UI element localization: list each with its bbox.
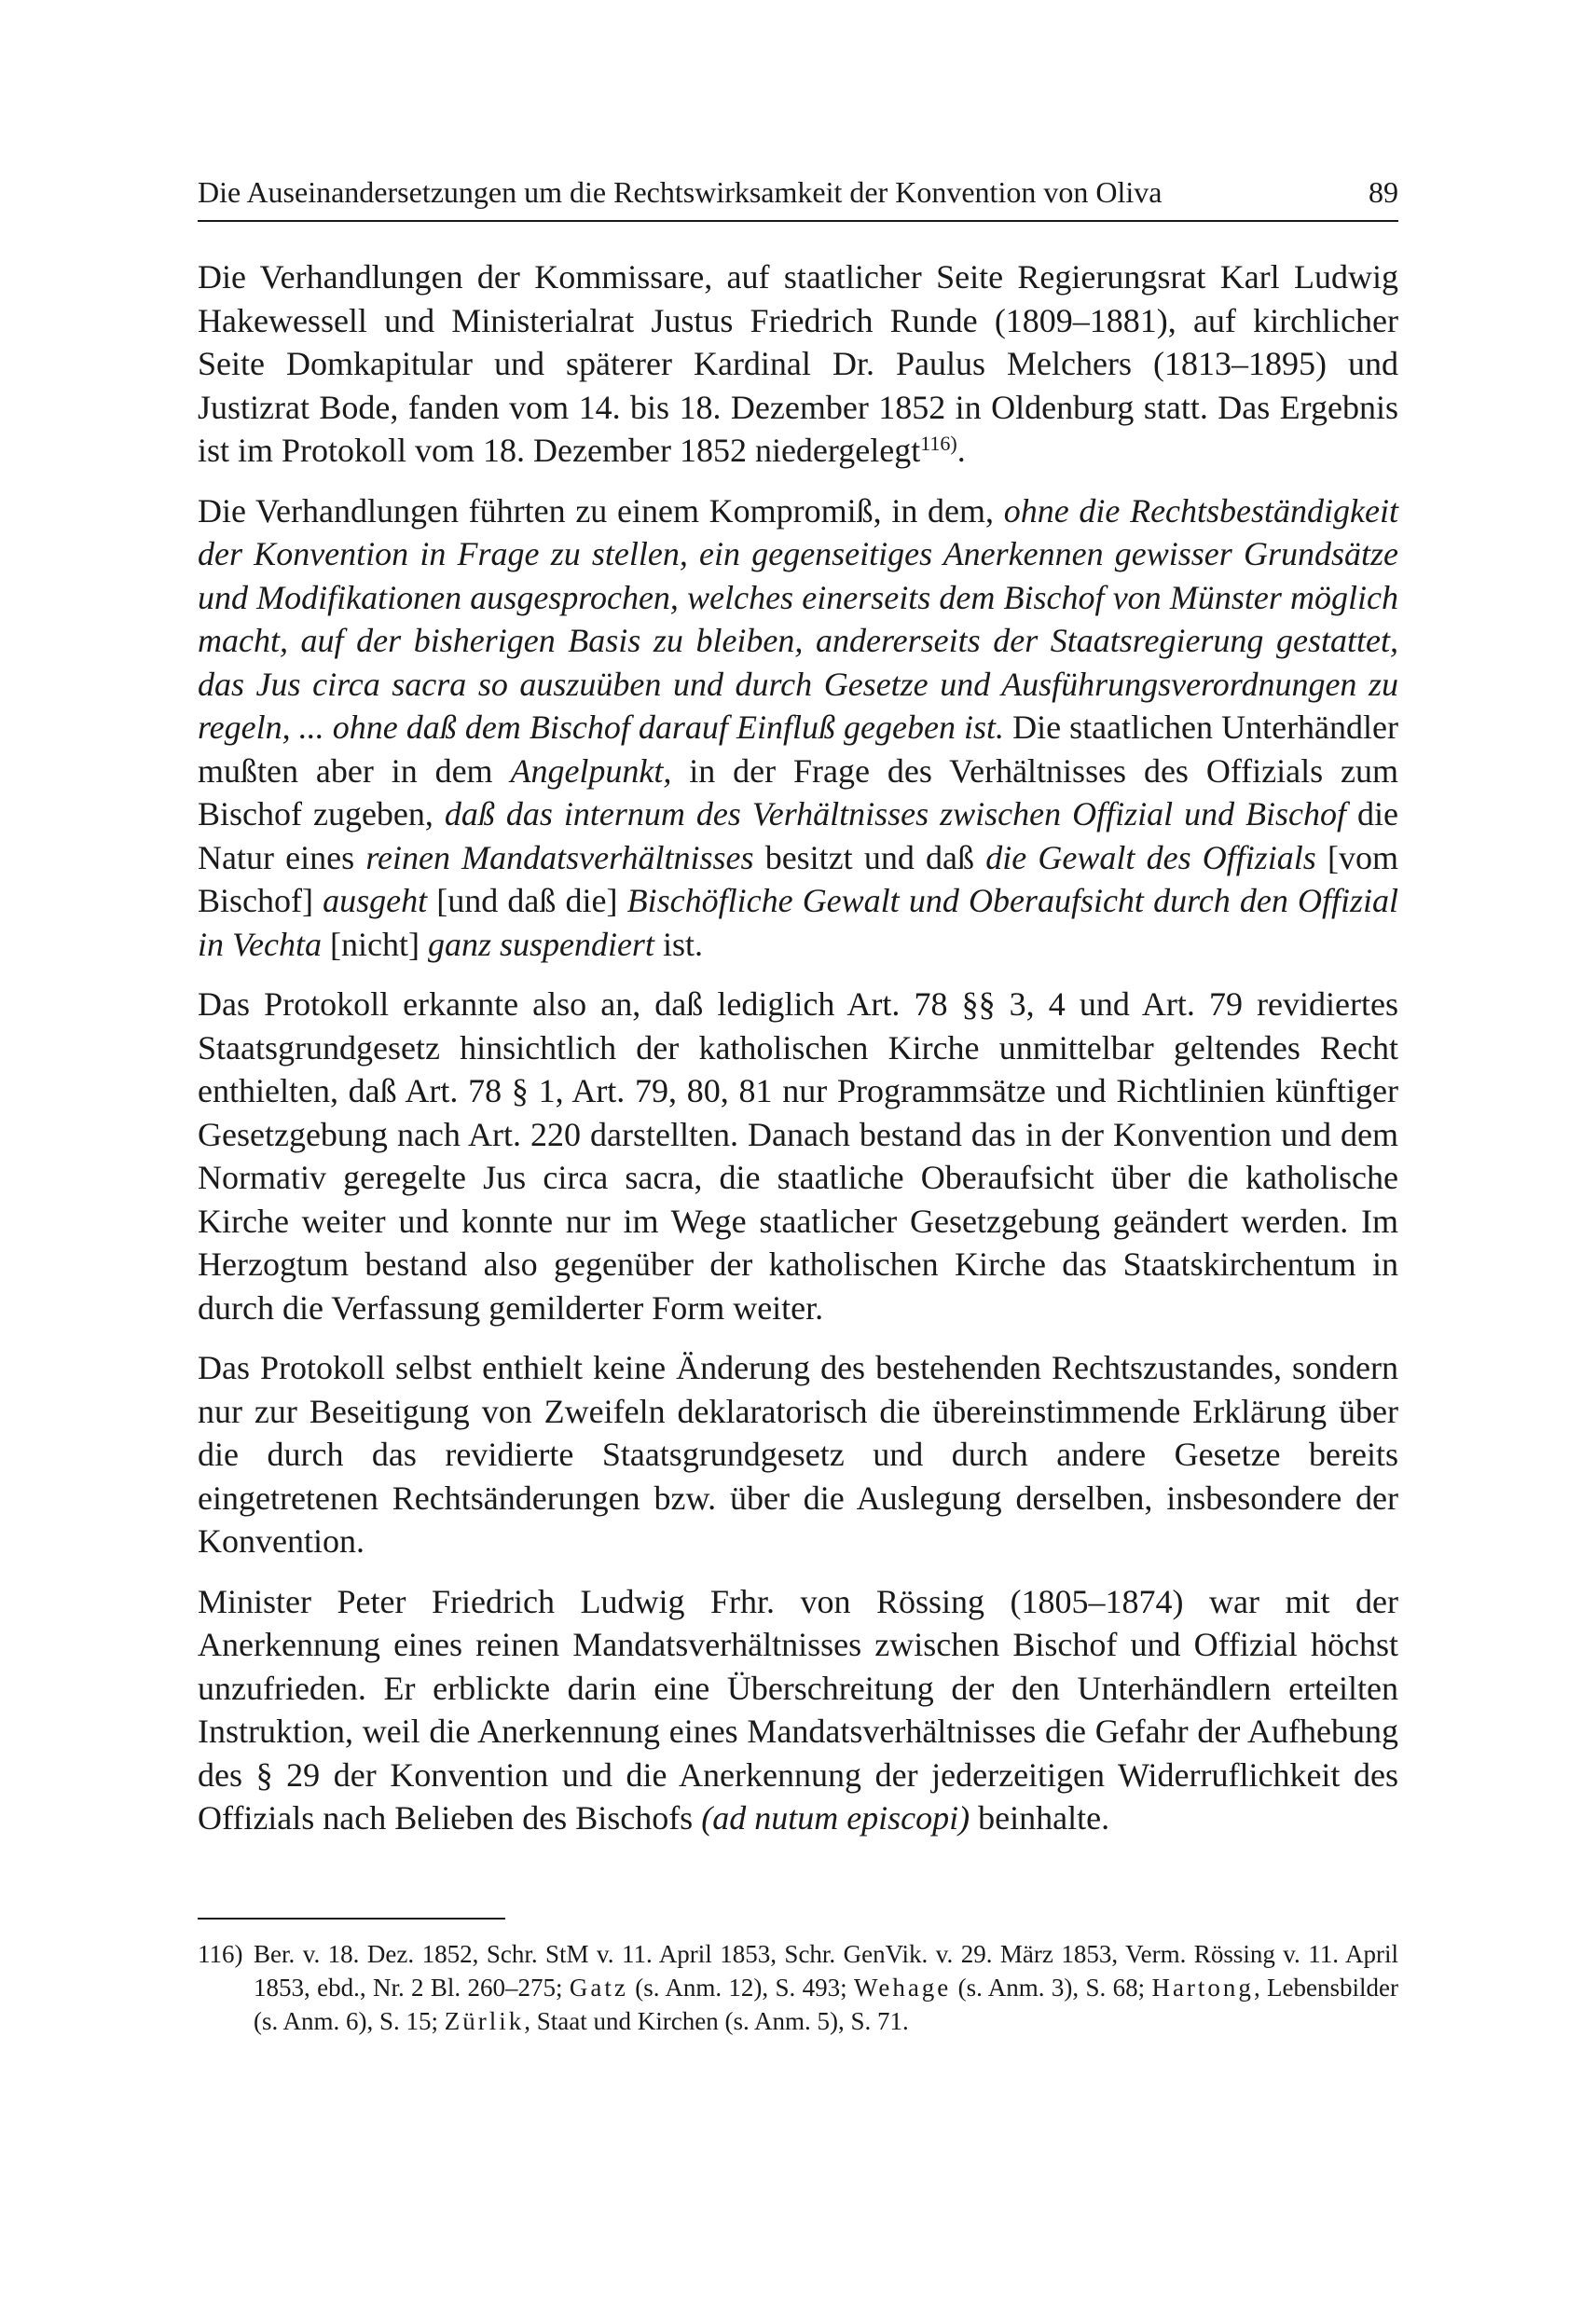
paragraph-1: [198, 255, 1398, 473]
p2-quote-7: Bischöfliche Gewalt und Oberaufsicht durch den Offizial in Vechta: [198, 882, 1398, 963]
footnote-116: [198, 1937, 1398, 2038]
p2-quote-5: die Gewalt des Offizials: [985, 838, 1316, 876]
header-rule: [198, 220, 1398, 222]
p2-text-9: ist.: [654, 925, 703, 963]
fn-author-hartong: Hartong: [1151, 1974, 1254, 2002]
fn-author-gatz: Gatz: [569, 1974, 628, 2002]
footnote-rule: [198, 1918, 505, 1920]
paragraph-5-text: Minister Peter Friedrich Ludwig Frhr. von Rössing (1805–1874) war mit der Anerkennung eines reinen Mandatsverhältnisses zwischen Bischof und Offizial höchst unzufrieden. Er erblickte darin eine Überschreitung der den Unterhändlern erteilten Instruktion, weil die Anerkennung eines Mandatsverhältnisses die Gefahr der Aufhebung des § 29 der Konvention und die Anerkennung der jederzeitigen Widerruflichkeit des Offizials nach Belieben des Bischofs: [198, 1582, 1398, 1837]
p2-text-3: in der Frage des Verhältnisses des Offizials zum Bischof zugeben,: [198, 751, 1398, 833]
p2-quote-1: ohne die Rechtsbeständigkeit der Konvention in Frage zu stellen, ein gegenseitiges Anerkennen gewisser Grundsätze und Modifikationen ausgesprochen, welches einerseits dem Bischof von Münster möglich macht, auf der bisherigen Basis zu bleiben, andererseits der Staatsregierung gestattet, das Jus circa sacra so auszuüben und durch Gesetze und Ausführungsverordnungen zu regeln, ... ohne daß dem Bischof darauf Einfluß gegeben ist.: [198, 491, 1399, 746]
fn-segment-2: (s. Anm. 12), S. 493;: [627, 1974, 855, 2002]
p2-text-6: [vom Bischof]: [198, 838, 1398, 919]
paragraph-4: Das Protokoll selbst enthielt keine Änderung des bestehenden Rechtszustandes, sondern nur zur Beseitigung von Zweifeln deklaratorisch die übereinstimmende Erklärung über die durch das revidierte Staatsgrundgesetz und durch andere Gesetze bereits eingetretenen Rechtsänderungen bzw. über die Auslegung derselben, insbesondere der Konvention.: [198, 1349, 1398, 1560]
p2-text-5: besitzt und daß: [753, 838, 986, 876]
p2-quote-3: daß das internum des Verhältnisses zwischen Offizial und Bischof: [444, 795, 1347, 833]
paragraph-1-end: .: [956, 432, 966, 469]
p2-text-7: [und daß die]: [427, 882, 627, 919]
paragraph-2: [198, 489, 1398, 967]
fn-author-zuerlik: Zürlik: [444, 2007, 525, 2035]
paragraph-5-end: beinhalte.: [970, 1799, 1110, 1837]
p2-text-8: [nicht]: [321, 925, 428, 963]
fn-segment-5: , Staat und Kirchen (s. Anm. 5), S. 71.: [524, 2007, 909, 2035]
paragraph-1-text: Die Verhandlungen der Kommissare, auf staatlicher Seite Regierungsrat Karl Ludwig Hakewessell und Ministerialrat Justus Friedrich Runde (1809–1881), auf kirchlicher Seite Domkapitular und späterer Kardinal Dr. Paulus Melchers (1813–1895) und Justizrat Bode, fanden vom 14. bis 18. Dezember 1852 in Oldenburg statt. Das Ergebnis ist im Protokoll vom 18. Dezember 1852 niedergelegt: [198, 258, 1398, 469]
paragraph-5: [198, 1580, 1398, 1840]
footnote-mark: 116): [198, 1940, 243, 1968]
fn-author-wehage: Wehage: [854, 1974, 952, 2002]
p2-text-2: Die staatlichen Unterhändler mußten aber in dem: [198, 709, 1399, 790]
footnote-reference: 116): [920, 432, 957, 455]
footnote-text: [254, 1937, 1398, 2038]
fn-segment-3: (s. Anm. 3), S. 68;: [951, 1974, 1152, 2002]
p2-quote-4: reinen Mandatsverhältnisses: [365, 838, 754, 876]
body-text: [198, 255, 1398, 1857]
fn-segment-4: , Lebensbilder (s. Anm. 6), S. 15;: [254, 1974, 1398, 2035]
p2-text-1: Die Verhandlungen führten zu einem Kompromiß, in dem,: [198, 491, 1004, 530]
p2-quote-6: ausgeht: [323, 882, 428, 919]
p2-quote-8: ganz suspendiert: [427, 925, 654, 963]
paragraph-3: Das Protokoll erkannte also an, daß lediglich Art. 78 §§ 3, 4 und Art. 79 revidiertes Staatsgrundgesetz hinsichtlich der katholischen Kirche unmittelbar geltendes Recht enthielten, daß Art. 78 § 1, Art. 79, 80, 81 nur Programmsätze und Richtlinien künftiger Gesetzgebung nach Art. 220 darstellten. Danach bestand das in der Konvention und dem Normativ geregelte Jus circa sacra, die staatliche Oberaufsicht über die katholische Kirche weiter und konnte nur im Wege staatlicher Gesetzgebung geändert werden. Im Herzogtum bestand also gegenüber der katholischen Kirche das Staatskirchentum in durch die Verfassung gemilderter Form weiter.: [198, 985, 1398, 1327]
running-title: Die Auseinandersetzungen um die Rechtswirksamkeit der Konvention von Oliva: [198, 175, 1163, 209]
paragraph-5-latin: (ad nutum episcopi): [701, 1799, 970, 1837]
p2-text-4: die Natur eines: [198, 795, 1398, 876]
page-number: 89: [1369, 175, 1398, 209]
p2-quote-2: Angelpunkt,: [510, 751, 672, 790]
fn-segment-1: Ber. v. 18. Dez. 1852, Schr. StM v. 11. April 1853, Schr. GenVik. v. 29. März 1853, Verm. Rössing v. 11. April 1853, ebd., Nr. 2 Bl. 260–275;: [254, 1940, 1398, 2002]
